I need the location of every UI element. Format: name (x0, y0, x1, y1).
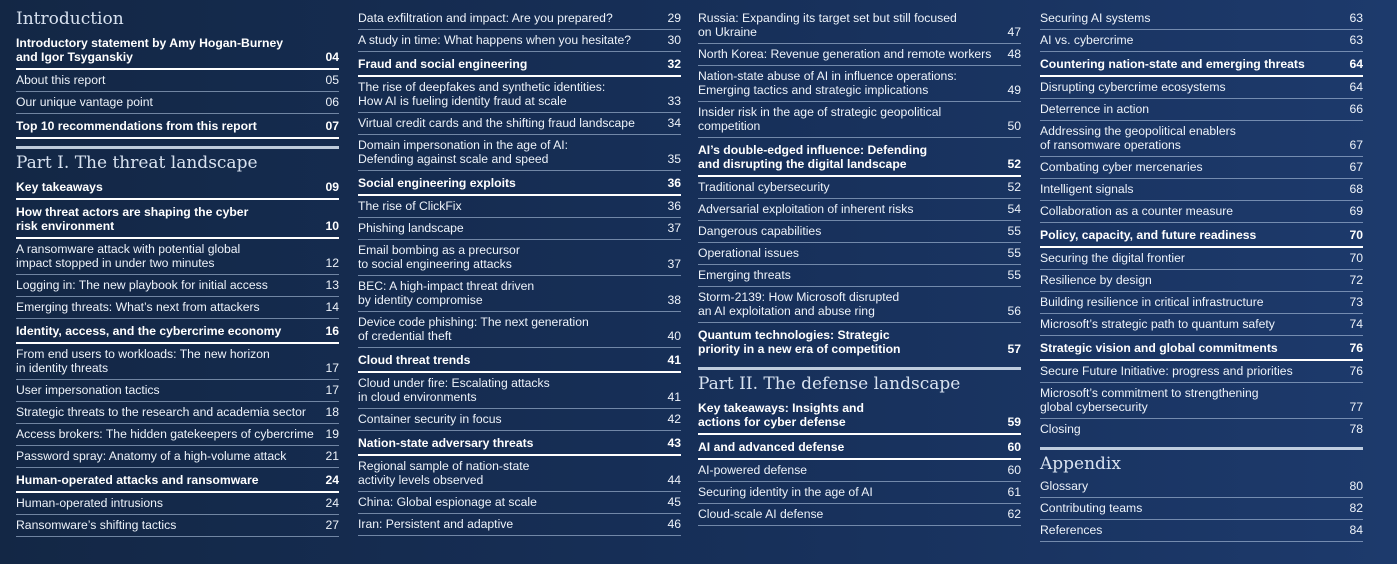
toc-entry-page-number: 66 (1349, 102, 1363, 116)
toc-entry-title: Device code phishing: The next generation of credential theft (358, 315, 589, 343)
toc-entry[interactable] (16, 92, 339, 114)
toc-entry[interactable] (698, 243, 1021, 265)
toc-entry-title: How threat actors are shaping the cyber risk environment (16, 205, 249, 233)
toc-entry[interactable] (1040, 476, 1363, 498)
toc-entry[interactable] (16, 114, 339, 139)
toc-entry-title: Securing AI systems (1040, 11, 1151, 25)
section-heading-introduction: Introduction (16, 9, 124, 29)
toc-entry-page-number: 24 (325, 496, 339, 510)
toc-entry-title: AI and advanced defense (698, 440, 845, 454)
toc-entry-page-number: 24 (325, 473, 339, 487)
toc-entry-page-number: 82 (1349, 501, 1363, 515)
toc-entry-title: Human-operated attacks and ransomware (16, 473, 259, 487)
toc-entry-page-number: 27 (325, 518, 339, 532)
toc-entry-title: Our unique vantage point (16, 95, 153, 109)
toc-entry-page-number: 63 (1349, 33, 1363, 47)
toc-entry-page-number: 49 (1007, 83, 1021, 97)
toc-entry[interactable] (16, 468, 339, 493)
toc-entry-title: A ransomware attack with potential global impact stopped in under two minutes (16, 242, 241, 270)
toc-entry[interactable] (1040, 520, 1363, 542)
toc-entry[interactable] (358, 218, 681, 240)
toc-entry-title: Access brokers: The hidden gatekeepers of cybercrime (16, 427, 314, 441)
toc-entry-page-number: 38 (667, 293, 681, 307)
toc-entry[interactable] (1040, 179, 1363, 201)
toc-entry-title: Storm-2139: How Microsoft disrupted an AI exploitation and abuse ring (698, 290, 900, 318)
toc-entry-title: Strategic threats to the research and academia sector (16, 405, 306, 419)
toc-entry-page-number: 48 (1007, 47, 1021, 61)
toc-entry-page-number: 10 (325, 219, 339, 233)
toc-entry-page-number: 33 (667, 94, 681, 108)
toc-entry-title: Nation-state adversary threats (358, 436, 534, 450)
toc-entry[interactable] (358, 514, 681, 536)
section-heading-part-1: Part I. The threat landscape (16, 146, 339, 175)
toc-entry-title: Key takeaways (16, 180, 103, 194)
toc-entry[interactable] (16, 31, 339, 70)
toc-entry-title: AI-powered defense (698, 463, 808, 477)
toc-entry-title: Ransomware’s shifting tactics (16, 518, 177, 532)
toc-entry-page-number: 37 (667, 221, 681, 235)
toc-entry-page-number: 76 (1349, 341, 1363, 355)
toc-entry-page-number: 56 (1007, 304, 1021, 318)
toc-entry-title: Strategic vision and global commitments (1040, 341, 1278, 355)
toc-entry-page-number: 50 (1007, 119, 1021, 133)
toc-entry-page-number: 12 (325, 256, 339, 270)
toc-entry-page-number: 36 (667, 176, 681, 190)
toc-entry-page-number: 34 (667, 116, 681, 130)
toc-entry-page-number: 47 (1007, 25, 1021, 39)
toc-entry[interactable] (358, 171, 681, 196)
toc-entry-page-number: 07 (325, 119, 339, 133)
toc-entry-page-number: 73 (1349, 295, 1363, 309)
toc-entry[interactable] (358, 77, 681, 113)
toc-entry[interactable] (358, 312, 681, 348)
toc-entry-title: Traditional cybersecurity (698, 180, 830, 194)
toc-entry-title: Intelligent signals (1040, 182, 1134, 196)
toc-entry-title: Glossary (1040, 479, 1089, 493)
toc-entry-page-number: 18 (325, 405, 339, 419)
toc-entry-page-number: 59 (1007, 415, 1021, 429)
toc-entry-title: AI vs. cybercrime (1040, 33, 1134, 47)
toc-entry-page-number: 77 (1349, 400, 1363, 414)
toc-entry-page-number: 21 (325, 449, 339, 463)
toc-entry[interactable] (1040, 99, 1363, 121)
toc-entry-page-number: 44 (667, 473, 681, 487)
toc-entry-page-number: 84 (1349, 523, 1363, 537)
toc-entry-title: North Korea: Revenue generation and remote workers (698, 47, 992, 61)
toc-entry-title: Quantum technologies: Strategic priority in a new era of competition (698, 328, 901, 356)
toc-entry-title: Introductory statement by Amy Hogan-Burney and Igor Tsyganskiy (16, 36, 284, 64)
toc-entry-title: Deterrence in action (1040, 102, 1150, 116)
toc-entry-title: Virtual credit cards and the shifting fraud landscape (358, 116, 635, 130)
toc-entry[interactable] (16, 200, 339, 239)
toc-entry[interactable] (698, 435, 1021, 460)
toc-entry-page-number: 37 (667, 257, 681, 271)
toc-entry-page-number: 64 (1349, 57, 1363, 71)
toc-entry-page-number: 52 (1007, 180, 1021, 194)
toc-column-4 (1040, 8, 1363, 542)
toc-entry[interactable] (698, 396, 1021, 435)
toc-entry-title: A study in time: What happens when you hesitate? (358, 33, 632, 47)
toc-entry[interactable] (358, 52, 681, 77)
toc-entry-title: Building resilience in critical infrastructure (1040, 295, 1264, 309)
toc-entry-title: Closing (1040, 422, 1081, 436)
toc-entry-title: Resilience by design (1040, 273, 1152, 287)
toc-entry[interactable] (698, 287, 1021, 323)
toc-entry-title: Countering nation-state and emerging threats (1040, 57, 1305, 71)
toc-entry-title: BEC: A high-impact threat driven by identity compromise (358, 279, 535, 307)
toc-entry-page-number: 05 (325, 73, 339, 87)
toc-entry-title: Emerging threats: What’s next from attackers (16, 300, 260, 314)
toc-entry-title: Microsoft’s commitment to strengthening global cybersecurity (1040, 386, 1259, 414)
toc-entry[interactable] (16, 446, 339, 468)
toc-entry[interactable] (16, 239, 339, 275)
toc-entry-title: About this report (16, 73, 106, 87)
toc-entry[interactable] (1040, 361, 1363, 383)
toc-entry[interactable] (16, 402, 339, 424)
toc-entry[interactable] (16, 344, 339, 380)
toc-entry-page-number: 19 (325, 427, 339, 441)
toc-entry-title: Domain impersonation in the age of AI: Defending against scale and speed (358, 138, 569, 166)
toc-entry-page-number: 13 (325, 278, 339, 292)
toc-entry-title: Regional sample of nation-state activity levels observed (358, 459, 530, 487)
toc-entry-page-number: 67 (1349, 160, 1363, 174)
toc-entry[interactable] (698, 265, 1021, 287)
toc-list-column-2 (358, 8, 681, 536)
toc-entry-page-number: 17 (325, 383, 339, 397)
toc-entry-page-number: 78 (1349, 422, 1363, 436)
toc-entry-page-number: 63 (1349, 11, 1363, 25)
toc-entry[interactable] (698, 8, 1021, 44)
toc-entry-title: Combating cyber mercenaries (1040, 160, 1203, 174)
toc-entry-page-number: 55 (1007, 268, 1021, 282)
toc-list-introduction (16, 31, 339, 139)
toc-entry-page-number: 62 (1007, 507, 1021, 521)
toc-entry[interactable] (1040, 52, 1363, 77)
toc-entry[interactable] (16, 493, 339, 515)
toc-entry-page-number: 61 (1007, 485, 1021, 499)
toc-entry-title: Fraud and social engineering (358, 57, 528, 71)
toc-entry[interactable] (16, 319, 339, 344)
toc-entry[interactable] (358, 409, 681, 431)
toc-entry-title: Nation-state abuse of AI in influence operations: Emerging tactics and strategic implications (698, 69, 957, 97)
toc-entry-title: Contributing teams (1040, 501, 1143, 515)
toc-column-2 (358, 8, 681, 536)
toc-entry[interactable] (16, 424, 339, 446)
toc-list-part-2 (698, 396, 1021, 526)
toc-entry-page-number: 60 (1007, 463, 1021, 477)
section-heading-appendix: Appendix (1040, 447, 1363, 476)
toc-entry[interactable] (698, 482, 1021, 504)
toc-entry[interactable] (1040, 248, 1363, 270)
toc-entry-page-number: 67 (1349, 138, 1363, 152)
toc-entry[interactable] (1040, 314, 1363, 336)
toc-entry[interactable] (1040, 498, 1363, 520)
toc-entry-page-number: 14 (325, 300, 339, 314)
toc-entry-title: Email bombing as a precursor to social engineering attacks (358, 243, 520, 271)
toc-entry-title: Secure Future Initiative: progress and priorities (1040, 364, 1293, 378)
toc-entry-page-number: 16 (325, 324, 339, 338)
toc-entry-page-number: 06 (325, 95, 339, 109)
toc-entry-title: Cloud under fire: Escalating attacks in cloud environments (358, 376, 550, 404)
toc-entry-page-number: 17 (325, 361, 339, 375)
toc-entry-page-number: 42 (667, 412, 681, 426)
toc-entry-title: The rise of deepfakes and synthetic identities: How AI is fueling identity fraud at scale (358, 80, 606, 108)
toc-entry-page-number: 60 (1007, 440, 1021, 454)
toc-entry-page-number: 55 (1007, 224, 1021, 238)
toc-entry-page-number: 46 (667, 517, 681, 531)
toc-entry-title: Logging in: The new playbook for initial access (16, 278, 268, 292)
toc-entry[interactable] (1040, 30, 1363, 52)
toc-entry-page-number: 55 (1007, 246, 1021, 260)
toc-entry-title: Phishing landscape (358, 221, 464, 235)
toc-entry-title: Dangerous capabilities (698, 224, 822, 238)
toc-entry-page-number: 36 (667, 199, 681, 213)
toc-entry-title: Cloud threat trends (358, 353, 471, 367)
toc-entry-page-number: 74 (1349, 317, 1363, 331)
toc-entry[interactable] (1040, 201, 1363, 223)
toc-entry-title: References (1040, 523, 1103, 537)
toc-entry[interactable] (698, 323, 1021, 360)
toc-entry-title: Social engineering exploits (358, 176, 516, 190)
toc-entry-title: Password spray: Anatomy of a high-volume attack (16, 449, 287, 463)
toc-entry[interactable] (358, 135, 681, 171)
toc-entry[interactable] (16, 175, 339, 200)
toc-entry-title: Securing the digital frontier (1040, 251, 1185, 265)
toc-entry-title: From end users to workloads: The new horizon in identity threats (16, 347, 270, 375)
toc-entry-title: Adversarial exploitation of inherent risks (698, 202, 914, 216)
toc-entry[interactable] (358, 240, 681, 276)
toc-list-column-3 (698, 8, 1021, 360)
toc-entry[interactable] (698, 504, 1021, 526)
toc-entry-title: AI’s double-edged influence: Defending and disrupting the digital landscape (698, 143, 928, 171)
toc-entry[interactable] (16, 275, 339, 297)
toc-entry-title: Russia: Expanding its target set but still focused on Ukraine (698, 11, 957, 39)
toc-entry[interactable] (698, 44, 1021, 66)
toc-entry[interactable] (698, 221, 1021, 243)
section-heading-part-2: Part II. The defense landscape (698, 367, 1021, 396)
toc-entry[interactable] (358, 8, 681, 30)
toc-entry-page-number: 57 (1007, 342, 1021, 356)
toc-entry-page-number: 69 (1349, 204, 1363, 218)
toc-entry-page-number: 41 (667, 390, 681, 404)
toc-entry-title: Disrupting cybercrime ecosystems (1040, 80, 1226, 94)
toc-entry[interactable] (1040, 121, 1363, 157)
toc-entry[interactable] (698, 460, 1021, 482)
toc-entry-title: User impersonation tactics (16, 383, 160, 397)
toc-entry-page-number: 41 (667, 353, 681, 367)
toc-entry-title: Addressing the geopolitical enablers of ransomware operations (1040, 124, 1236, 152)
toc-entry[interactable] (1040, 8, 1363, 30)
toc-entry[interactable] (358, 113, 681, 135)
toc-entry-title: Emerging threats (698, 268, 791, 282)
toc-entry-page-number: 54 (1007, 202, 1021, 216)
toc-entry-page-number: 52 (1007, 157, 1021, 171)
toc-entry-page-number: 04 (325, 50, 339, 64)
toc-entry[interactable] (16, 380, 339, 402)
toc-entry[interactable] (358, 348, 681, 373)
toc-entry-title: Data exfiltration and impact: Are you prepared? (358, 11, 613, 25)
toc-column-1 (16, 8, 339, 537)
toc-entry[interactable] (1040, 270, 1363, 292)
toc-entry-title: Container security in focus (358, 412, 502, 426)
toc-entry-title: Iran: Persistent and adaptive (358, 517, 514, 531)
toc-entry-title: Cloud-scale AI defense (698, 507, 824, 521)
toc-entry[interactable] (16, 515, 339, 537)
toc-entry[interactable] (698, 138, 1021, 177)
toc-entry[interactable] (16, 70, 339, 92)
toc-entry-title: Operational issues (698, 246, 799, 260)
toc-list-column-4 (1040, 8, 1363, 440)
toc-entry-page-number: 30 (667, 33, 681, 47)
toc-list-part-1 (16, 175, 339, 537)
toc-entry[interactable] (698, 66, 1021, 102)
toc-entry-title: Insider risk in the age of strategic geopolitical competition (698, 105, 942, 133)
toc-entry[interactable] (1040, 223, 1363, 248)
toc-entry[interactable] (1040, 292, 1363, 314)
toc-entry[interactable] (698, 102, 1021, 138)
toc-entry[interactable] (1040, 419, 1363, 440)
toc-entry-title: China: Global espionage at scale (358, 495, 537, 509)
toc-entry[interactable] (698, 177, 1021, 199)
toc-entry[interactable] (1040, 383, 1363, 419)
toc-entry-page-number: 45 (667, 495, 681, 509)
toc-entry-title: Identity, access, and the cybercrime economy (16, 324, 282, 338)
toc-entry-title: Securing identity in the age of AI (698, 485, 873, 499)
toc-list-appendix (1040, 476, 1363, 542)
toc-entry-page-number: 70 (1349, 251, 1363, 265)
toc-entry[interactable] (358, 431, 681, 456)
toc-entry-page-number: 64 (1349, 80, 1363, 94)
toc-entry-page-number: 35 (667, 152, 681, 166)
toc-entry[interactable] (16, 297, 339, 319)
toc-entry-page-number: 76 (1349, 364, 1363, 378)
toc-entry-page-number: 32 (667, 57, 681, 71)
toc-entry-page-number: 09 (325, 180, 339, 194)
toc-entry[interactable] (698, 199, 1021, 221)
toc-entry-title: Human-operated intrusions (16, 496, 164, 510)
toc-entry[interactable] (1040, 336, 1363, 361)
toc-entry-page-number: 68 (1349, 182, 1363, 196)
toc-entry-page-number: 40 (667, 329, 681, 343)
toc-column-3 (698, 8, 1021, 526)
toc-entry-title: Collaboration as a counter measure (1040, 204, 1234, 218)
toc-entry-page-number: 70 (1349, 228, 1363, 242)
toc-entry-title: Key takeaways: Insights and actions for cyber defense (698, 401, 864, 429)
toc-entry-title: The rise of ClickFix (358, 199, 462, 213)
toc-entry[interactable] (358, 492, 681, 514)
toc-entry-page-number: 29 (667, 11, 681, 25)
toc-entry-page-number: 80 (1349, 479, 1363, 493)
toc-entry[interactable] (358, 373, 681, 409)
toc-entry[interactable] (1040, 77, 1363, 99)
toc-entry-page-number: 72 (1349, 273, 1363, 287)
toc-entry-page-number: 43 (667, 436, 681, 450)
toc-entry[interactable] (358, 196, 681, 218)
toc-entry-title: Top 10 recommendations from this report (16, 119, 257, 133)
toc-entry[interactable] (358, 456, 681, 492)
toc-entry-title: Policy, capacity, and future readiness (1040, 228, 1257, 242)
toc-entry-title: Microsoft’s strategic path to quantum safety (1040, 317, 1275, 331)
toc-entry[interactable] (1040, 157, 1363, 179)
toc-entry[interactable] (358, 30, 681, 52)
toc-entry[interactable] (358, 276, 681, 312)
